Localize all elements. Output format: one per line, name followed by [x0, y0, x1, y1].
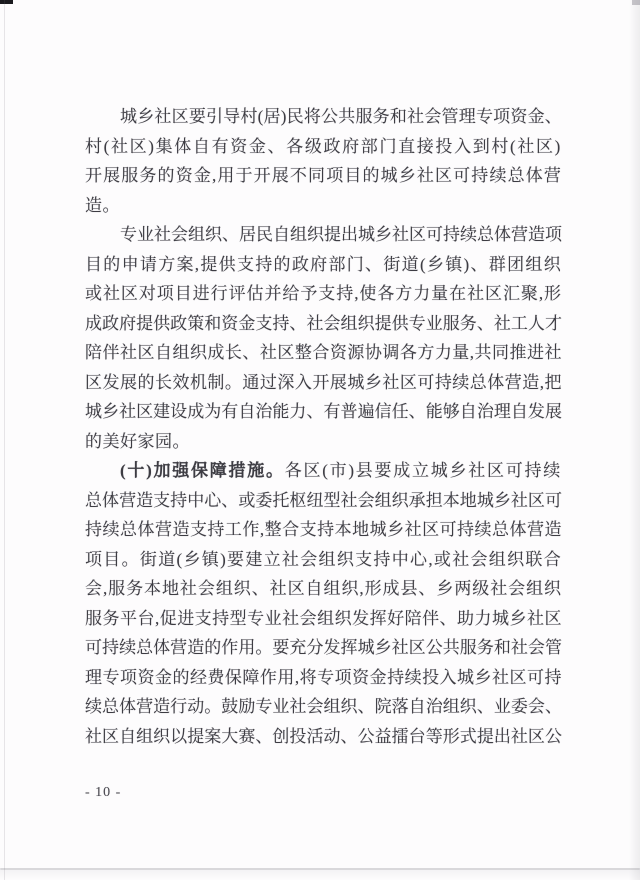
text-line	[85, 336, 563, 366]
text-line	[85, 720, 563, 750]
text-line	[85, 189, 563, 219]
text-line-content: 理专项资金的经费保障作用,将专项资金持续投入城乡社区可持	[85, 667, 562, 687]
text-line	[85, 218, 563, 248]
section-heading: (十)加强保障措施。	[120, 461, 285, 481]
text-line	[85, 130, 563, 160]
paragraph-3	[85, 454, 563, 749]
text-line	[85, 100, 563, 130]
text-line	[85, 513, 563, 543]
text-line-content: 区发展的长效机制。通过深入开展城乡社区可持续总体营造,把	[85, 372, 562, 392]
text-line-content: 续总体营造行动。鼓励专业社会组织、院落自治组织、业委会、	[85, 697, 562, 717]
paragraph-2	[85, 218, 563, 454]
text-line-content	[120, 456, 562, 481]
text-line	[85, 572, 563, 602]
scan-bottom-edge-shadow	[0, 870, 640, 880]
page-body	[85, 100, 563, 749]
text-line	[85, 631, 563, 661]
text-line-content: 成政府提供政策和资金支持、社会组织提供专业服务、社工人才	[85, 313, 562, 333]
text-line-content: 造。	[85, 195, 120, 215]
text-line-content: 会,服务本地社会组织、社区自组织,形成县、乡两级社会组织	[85, 579, 562, 599]
text-line-content: 总体营造支持中心、或委托枢纽型社会组织承担本地城乡社区可	[85, 490, 562, 510]
page-number: - 10 -	[85, 785, 122, 800]
scan-corner-mark-right	[632, 0, 640, 5]
scan-bottom-edge-line	[0, 868, 640, 870]
text-line	[85, 454, 563, 484]
text-line-content: 项目。街道(乡镇)要建立社会组织支持中心,或社会组织联合	[85, 549, 562, 569]
text-line-content: 城乡社区建设成为有自治能力、有普遍信任、能够自治理自发展	[85, 402, 562, 422]
text-line	[85, 366, 563, 396]
text-line	[85, 690, 563, 720]
text-line-content: 陪伴社区自组织成长、社区整合资源协调各方力量,共同推进社	[85, 343, 562, 363]
text-line	[85, 543, 563, 573]
paragraph-1	[85, 100, 563, 218]
text-line-content: 可持续总体营造的作用。要充分发挥城乡社区公共服务和社会管	[85, 638, 562, 658]
text-line-content: 服务平台,促进支持型专业社会组织发挥好陪伴、助力城乡社区	[85, 608, 562, 628]
text-line	[85, 425, 563, 455]
text-line	[85, 159, 563, 189]
text-line-content: 社区自组织以提案大赛、创投活动、公益擂台等形式提出社区公	[85, 726, 562, 746]
heading-rest: 各区(市)县要成立城乡社区可持续	[284, 461, 562, 481]
text-line-content: 或社区对项目进行评估并给予支持,使各方力量在社区汇聚,形	[85, 284, 562, 304]
text-line	[85, 248, 563, 278]
text-line	[85, 307, 563, 337]
text-line-content: 的美好家园。	[85, 431, 190, 451]
scan-left-edge-line	[4, 0, 5, 880]
scan-corner-mark	[0, 0, 13, 4]
text-line-content: 村(社区)集体自有资金、各级政府部门直接投入到村(社区)	[85, 136, 562, 156]
text-line-content: 专业社会组织、居民自组织提出城乡社区可持续总体营造项	[120, 225, 562, 245]
text-line	[85, 661, 563, 691]
text-line	[85, 395, 563, 425]
text-line-content: 开展服务的资金,用于开展不同项目的城乡社区可持续总体营	[85, 166, 562, 186]
text-line	[85, 277, 563, 307]
scan-right-edge-shadow	[629, 0, 640, 880]
text-line	[85, 602, 563, 632]
text-line-content: 持续总体营造支持工作,整合支持本地城乡社区可持续总体营造	[85, 520, 562, 540]
text-line-content: 目的申请方案,提供支持的政府部门、街道(乡镇)、群团组织	[85, 254, 562, 274]
text-line-content: 城乡社区要引导村(居)民将公共服务和社会管理专项资金、	[120, 107, 562, 127]
text-line	[85, 484, 563, 514]
